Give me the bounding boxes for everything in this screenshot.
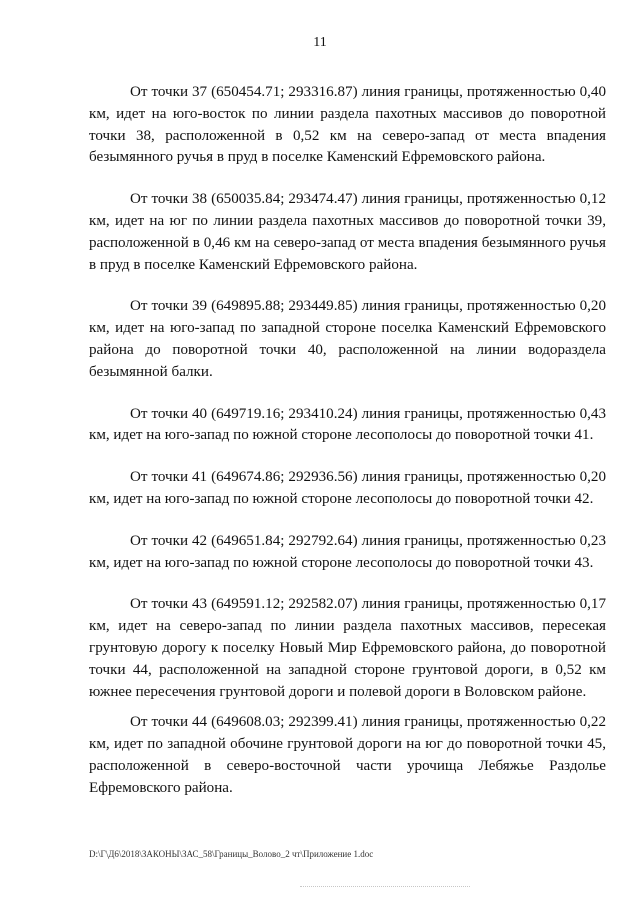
boundary-paragraph-point-40: От точки 40 (649719.16; 293410.24) линия границы, протяженностью 0,43 км, идет на юго-запад по южной стороне лесополосы до поворотной точки 41. bbox=[89, 405, 606, 444]
boundary-paragraph-point-41: От точки 41 (649674.86; 292936.56) линия границы, протяженностью 0,20 км, идет на юго-запад по южной стороне лесополосы до поворотной точки 42. bbox=[89, 469, 606, 507]
boundary-paragraph-point-39: От точки 39 (649895.88; 293449.85) линия границы, протяженностью 0,20 км, идет на юго-запад по западной стороне поселка Каменский Ефремовского района до поворотной точки 40, расположенной на линии водораздела безымянной балки. bbox=[89, 298, 606, 380]
boundary-paragraph-point-37: От точки 37 (650454.71; 293316.87) линия границы, протяженностью 0,40 км, идет на юго-восток по линии раздела пахотных массивов до поворотной точки 38, расположенной в 0,52 км на северо-запад от места впадения безымянного ручья в пруд в поселке Каменский Ефремовского района. bbox=[89, 84, 606, 166]
document-body bbox=[89, 82, 606, 820]
boundary-paragraph-point-42: От точки 42 (649651.84; 292792.64) линия границы, протяженностью 0,23 км, идет на юго-запад по южной стороне лесополосы до поворотной точки 43. bbox=[89, 532, 606, 571]
boundary-paragraph-point-38: От точки 38 (650035.84; 293474.47) линия границы, протяженностью 0,12 км, идет на юг по линии раздела пахотных массивов до поворотной точки 39, расположенной в 0,46 км на северо-запад от места впадения безымянного ручья в пруд в поселке Каменский Ефремовского района. bbox=[89, 191, 606, 273]
page-number: 11 bbox=[313, 35, 327, 50]
scan-artifact-line bbox=[300, 882, 470, 887]
footer-file-path: D:\Г\Д6\2018\ЗАКОНЫ\ЗАС_58\Границы_Волово_2 чт\Приложение 1.doc bbox=[89, 849, 374, 859]
boundary-paragraph-point-43: От точки 43 (649591.12; 292582.07) линия границы, протяженностью 0,17 км, идет на северо-запад по линии раздела пахотных массивов, пересекая грунтовую дорогу к поселку Новый Мир Ефремовского района, до поворотной точки 44, расположенной на западной стороне грунтовой дороги, в 0,52 км южнее пересечения грунтовой дороги и полевой дороги в Воловском районе. bbox=[89, 596, 606, 700]
boundary-paragraph-point-44: От точки 44 (649608.03; 292399.41) линия границы, протяженностью 0,22 км, идет по западной обочине грунтовой дороги на юг до поворотной точки 45, расположенной в северо-восточной части урочища Лебяжье Раздолье Ефремовского района. bbox=[89, 714, 606, 796]
